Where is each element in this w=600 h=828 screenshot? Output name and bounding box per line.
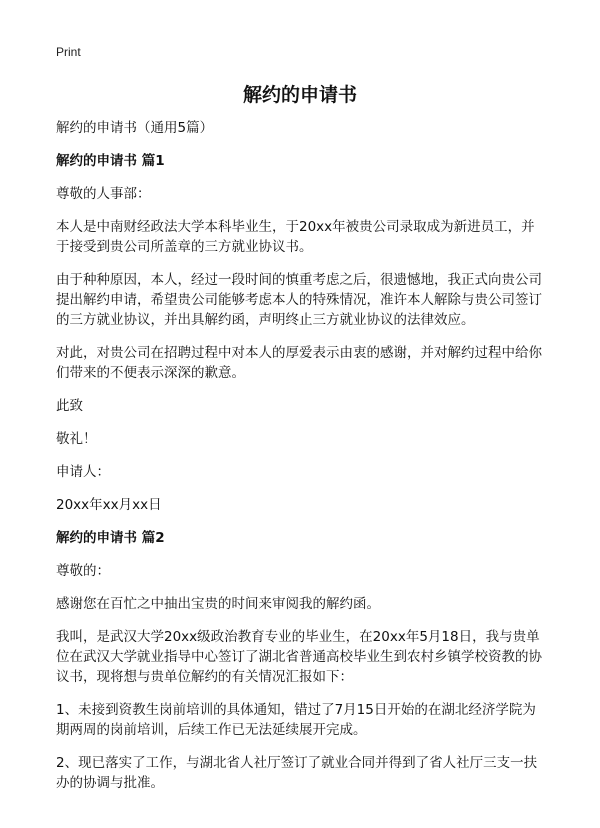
applicant-line: 申请人：	[56, 464, 110, 480]
body-paragraph: 1、未接到资教生岗前培训的具体通知，错过了7月15日开始的在湖北经济学院为期两周的岗前培训，后续工作已无法延续展开完成。	[56, 702, 536, 738]
body-paragraph: 本人是中南财经政法大学本科毕业生，于20xx年被贵公司录取成为新进员工，并于接受到贵公司所盖章的三方就业协议书。	[56, 219, 535, 255]
body-paragraph: 对此，对贵公司在招聘过程中对本人的厚爱表示由衷的感谢，并对解约过程中给你们带来的不便表示深深的歉意。	[56, 345, 542, 381]
section-heading-1: 解约的申请书 篇1	[56, 153, 165, 169]
closing-line: 敬礼！	[56, 431, 97, 447]
date-line: 20xx年xx月xx日	[56, 497, 162, 513]
document-title: 解约的申请书	[242, 84, 357, 106]
body-paragraph: 我叫，是武汉大学20xx级政治教育专业的毕业生，在20xx年5月18日，我与贵单位在武汉大学就业指导中心签订了湖北省普通高校毕业生到农村乡镇学校资教的协议书，现将想与贵单位解约的有关情况汇报如下：	[56, 629, 542, 685]
closing-line: 此致	[56, 398, 83, 414]
section-heading-2: 解约的申请书 篇2	[56, 530, 165, 546]
print-link[interactable]: Print	[56, 45, 81, 59]
document-subtitle: 解约的申请书（通用5篇）	[56, 120, 214, 136]
body-paragraph: 感谢您在百忙之中抽出宝贵的时间来审阅我的解约函。	[56, 596, 380, 612]
body-paragraph: 2、现已落实了工作，与湖北省人社厅签订了就业合同并得到了省人社厅三支一扶办的协调与批准。	[56, 755, 538, 791]
salutation: 尊敬的人事部：	[56, 186, 151, 202]
salutation: 尊敬的：	[56, 563, 110, 579]
body-paragraph: 由于种种原因，本人，经过一段时间的慎重考虑之后，很遗憾地，我正式向贵公司提出解约申请，希望贵公司能够考虑本人的特殊情况，准许本人解除与贵公司签订的三方就业协议，并出具解约函，声明终止三方就业协议的法律效应。	[56, 272, 542, 328]
document-body	[56, 118, 546, 806]
